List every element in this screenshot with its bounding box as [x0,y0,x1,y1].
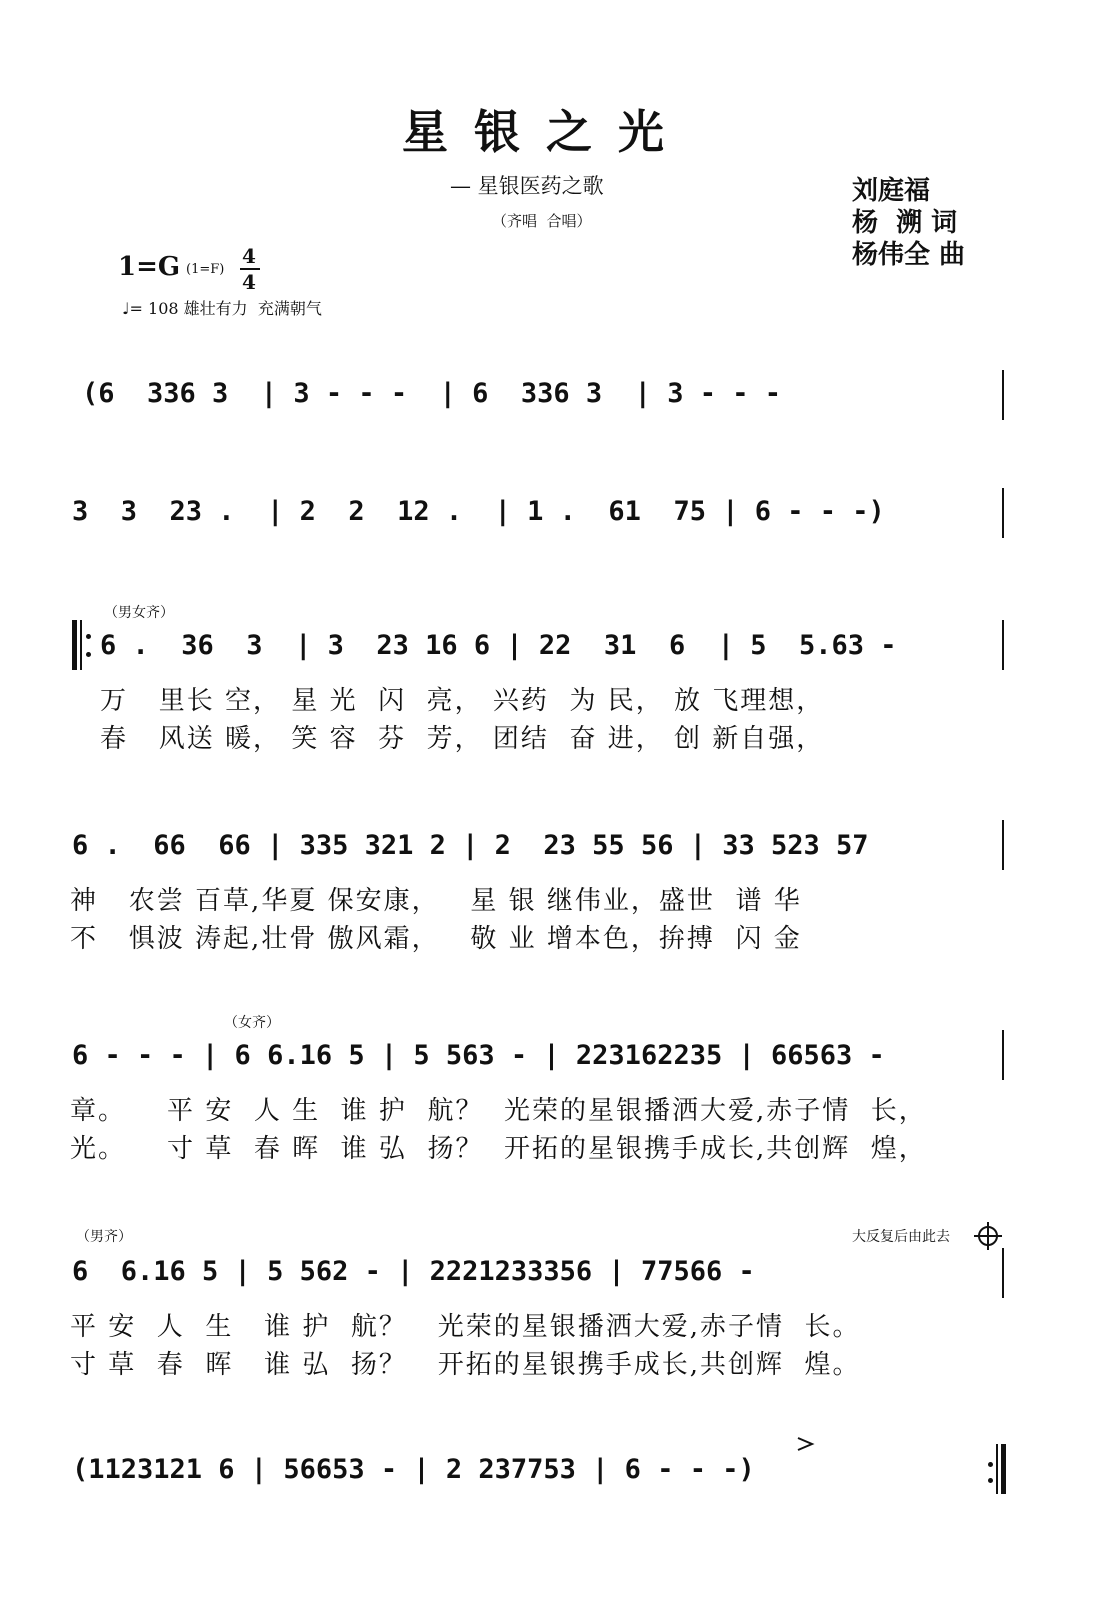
notes-line: (1123121 6 | 56653 - | 2 237753 | 6 - - -) [72,1454,755,1485]
part-label: （男女齐） [104,605,174,621]
subtitle: — 星银医药之歌 [450,174,604,198]
credit-line-1: 刘庭福 [852,176,931,206]
key-signature: 1=G [118,252,181,282]
lyrics-verse-1: 万 里长 空， 星 光 闪 亮， 兴药 为 民， 放 飞理想， [100,686,825,716]
tempo-marking: ♩= 108 雄壮有力 充满朝气 [122,299,322,318]
performance-note: （齐唱 合唱） [492,212,592,230]
lyrics-verse-2: 寸 草 春 晖 谁 弘 扬？ 开拓的星银携手成长,共创辉 煌。 [70,1350,861,1380]
accent-icon [798,1438,812,1450]
part-label: （女齐） [224,1015,280,1031]
lyrics-verse-2: 春 风送 暖， 笑 容 芬 芳， 团结 奋 进， 创 新自强， [100,724,825,754]
notes-line: 6 . 36 3 | 3 23 16 6 | 22 31 6 | 5 5.63 - [100,630,897,661]
page-title: 星银之光 [402,105,690,159]
lyrics-verse-1: 神 农尝 百草,华夏 保安康， 星 银 继伟业，盛世 谱 华 [70,886,802,916]
coda-icon [974,1222,1002,1250]
lyrics-verse-1: 章。 平 安 人 生 谁 护 航？ 光荣的星银播洒大爱,赤子情 长， [70,1096,927,1126]
notes-line: 6 - - - | 6 6.16 5 | 5 563 - | 223162235 | 66563 - [72,1040,885,1071]
notes-line: 3 3 23 . | 2 2 12 . | 1 . 61 75 | 6 - - -) [72,496,885,527]
part-label: （男齐） [76,1229,132,1245]
notes-line: 6 . 66 66 | 335 321 2 | 2 23 55 56 | 33 523 57 [72,830,869,861]
time-signature-top: 4 [242,244,256,268]
lyrics-verse-2: 不 惧波 涛起,壮骨 傲风霜， 敬 业 增本色，拚搏 闪 金 [70,924,802,954]
credit-line-3: 杨伟全 曲 [852,240,966,270]
credit-line-2: 杨 溯 词 [852,208,958,238]
notes-line: 6 6.16 5 | 5 562 - | 2221233356 | 77566 - [72,1256,755,1287]
lyrics-verse-1: 平 安 人 生 谁 护 航？ 光荣的星银播洒大爱,赤子情 长。 [70,1312,861,1342]
time-signature-bottom: 4 [242,270,256,294]
coda-instruction: 大反复后由此去 [852,1229,950,1245]
notes-line: (6 336 3 | 3 - - - | 6 336 3 | 3 - - - [82,378,781,409]
lyrics-verse-2: 光。 寸 草 春 晖 谁 弘 扬？ 开拓的星银携手成长,共创辉 煌， [70,1134,927,1164]
key-signature-alt: (1=F) [186,262,225,277]
